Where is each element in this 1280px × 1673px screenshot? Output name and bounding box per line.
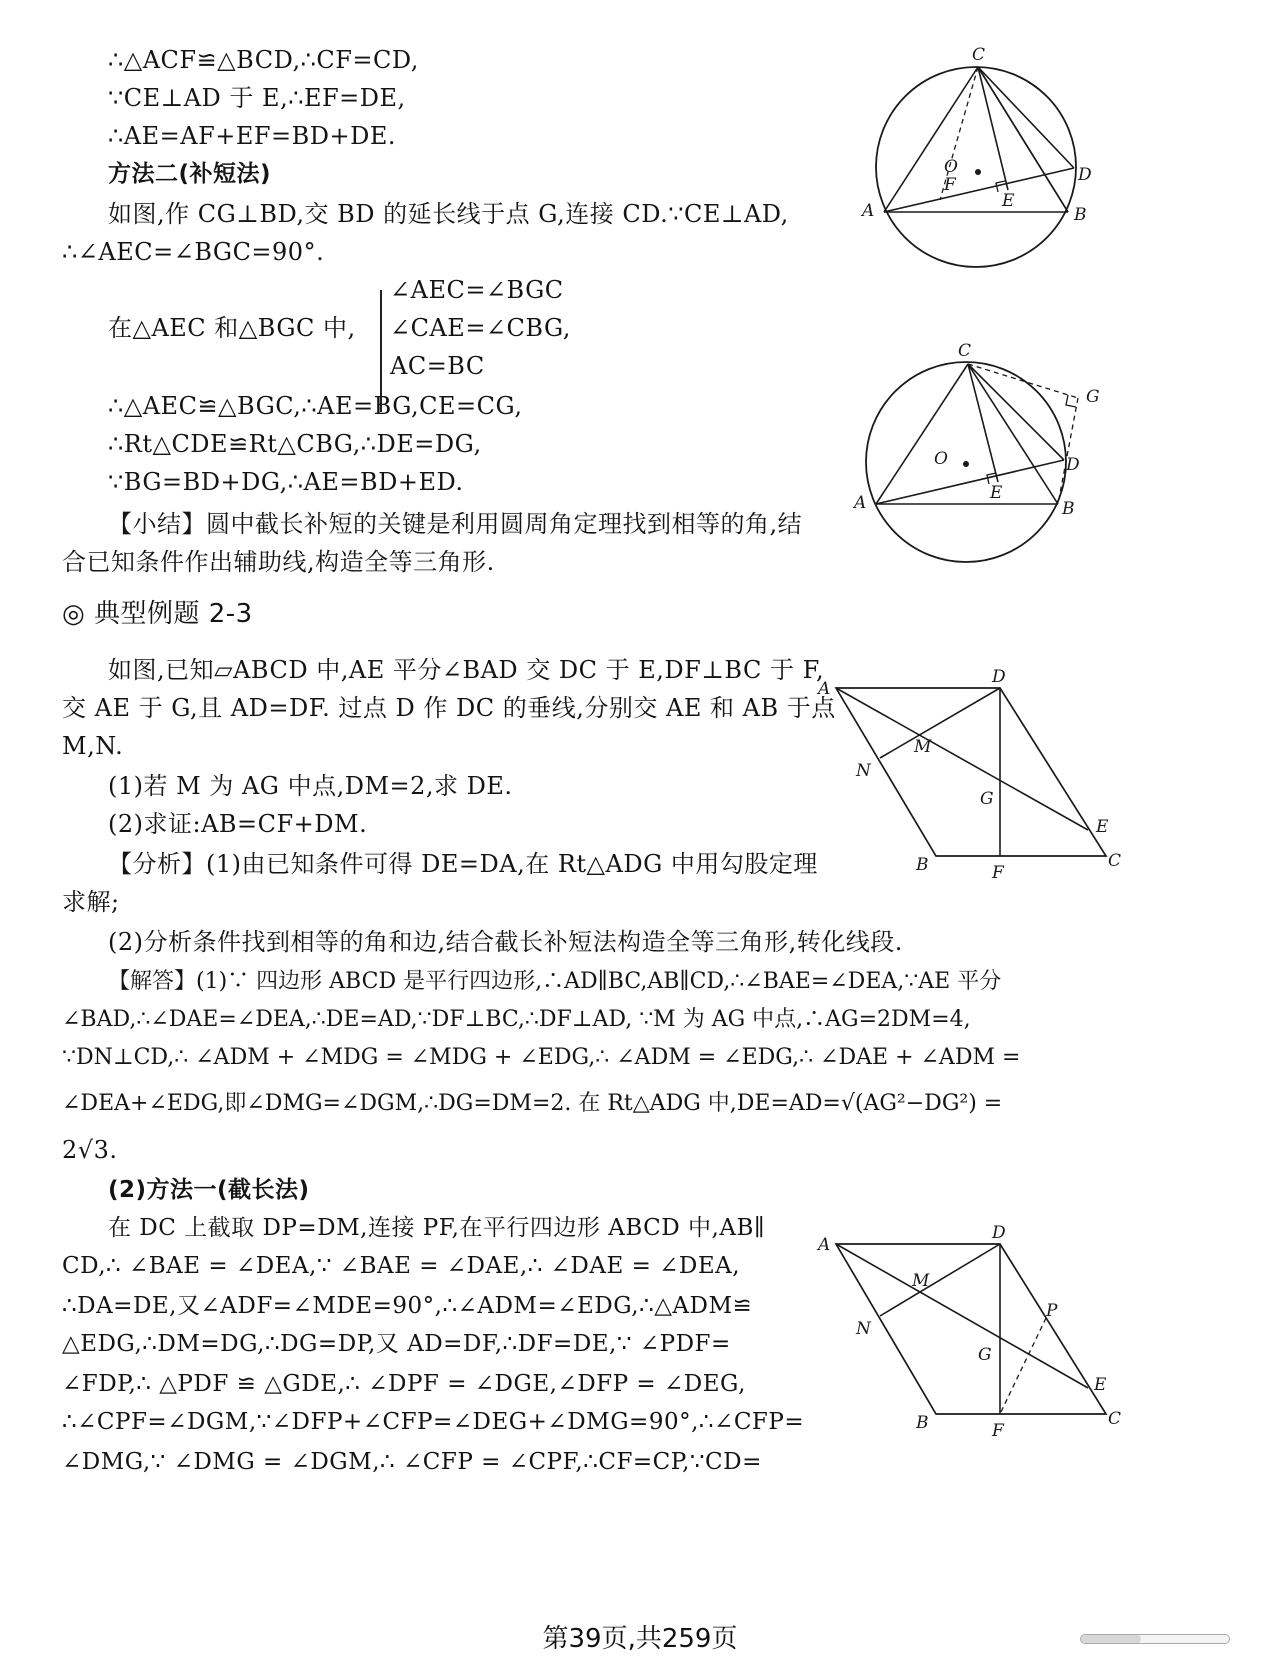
text-line: 在△AEC 和△BGC 中, (108, 314, 356, 342)
fig3-label-B: B (916, 855, 929, 875)
text-line: ∴Rt△CDE≌Rt△CBG,∴DE=DG, (108, 430, 482, 458)
fig3-label-C: C (1108, 851, 1122, 871)
fig2-label-A: A (854, 493, 867, 513)
fig3-label-M: M (914, 737, 932, 757)
method-one-heading: (2)方法一(截长法) (108, 1177, 310, 1203)
scrollbar-thumb[interactable] (1081, 1635, 1141, 1643)
case-line: AC=BC (390, 352, 485, 380)
text-line: ∴△AEC≌△BGC,∴AE=BG,CE=CG, (108, 392, 523, 420)
case-line: ∠AEC=∠BGC (390, 276, 564, 304)
text-line: 如图,作 CG⊥BD,交 BD 的延长线于点 G,连接 CD.∵CE⊥AD, (108, 200, 789, 228)
text-line: ∴AE=AF+EF=BD+DE. (108, 122, 396, 150)
proof-line: ∴∠CPF=∠DGM,∵∠DFP+∠CFP=∠DEG+∠DMG=90°,∴∠CFP= (62, 1409, 805, 1435)
figure-circle-2 (848, 332, 1118, 576)
fig1-label-D: D (1078, 165, 1092, 185)
fig2-label-C: C (958, 341, 972, 361)
fig1-label-E: E (1002, 191, 1015, 211)
fig4-label-D: D (992, 1223, 1006, 1243)
fig3-label-N: N (856, 761, 871, 781)
figure-parallelogram-2 (810, 1218, 1130, 1452)
proof-line: ∠FDP,∴ △PDF ≌ △GDE,∴ ∠DPF = ∠DGE,∠DFP = ∠DEG, (62, 1371, 746, 1397)
solution-line: 2√3. (62, 1136, 118, 1164)
fig3-label-D: D (992, 667, 1006, 687)
fig2-label-G: G (1086, 387, 1100, 407)
text-line: ∴△ACF≌△BCD,∴CF=CD, (108, 46, 419, 74)
analysis-line: 【分析】(1)由已知条件可得 DE=DA,在 Rt△ADG 中用勾股定理 (108, 850, 818, 878)
fig2-label-B: B (1062, 499, 1075, 519)
text-line: ∵CE⊥AD 于 E,∴EF=DE, (108, 84, 406, 112)
analysis-line: (2)分析条件找到相等的角和边,结合截长补短法构造全等三角形,转化线段. (108, 928, 903, 956)
fig4-label-E: E (1094, 1375, 1107, 1395)
solution-line: 【解答】(1)∵ 四边形 ABCD 是平行四边形,∴AD∥BC,AB∥CD,∴∠BAE=∠DEA,∵AE 平分 (108, 969, 1002, 994)
question-line: (1)若 M 为 AG 中点,DM=2,求 DE. (108, 772, 513, 800)
case-line: ∠CAE=∠CBG, (390, 314, 571, 342)
figure-circle-1 (848, 40, 1118, 284)
fig1-label-O: O (944, 157, 958, 177)
solution-line: ∵DN⊥CD,∴ ∠ADM + ∠MDG = ∠MDG + ∠EDG,∴ ∠ADM = ∠EDG,∴ ∠DAE + ∠ADM = (62, 1045, 1021, 1070)
text-line: ∴∠AEC=∠BGC=90°. (62, 238, 325, 266)
summary-line: 【小结】圆中截长补短的关键是利用圆周角定理找到相等的角,结 (108, 510, 803, 538)
fig1-label-A: A (862, 201, 875, 221)
summary-line: 合已知条件作出辅助线,构造全等三角形. (62, 548, 495, 576)
proof-line: ∴DA=DE,又∠ADF=∠MDE=90°,∴∠ADM=∠EDG,∴△ADM≌ (62, 1293, 753, 1319)
page-number-footer: 第39页,共259页 (542, 1624, 738, 1654)
text-line: ∵BG=BD+DG,∴AE=BD+ED. (108, 468, 464, 496)
horizontal-scrollbar[interactable] (1080, 1634, 1230, 1644)
fig1-label-B: B (1074, 205, 1087, 225)
proof-line: CD,∴ ∠BAE = ∠DEA,∵ ∠BAE = ∠DAE,∴ ∠DAE = ∠DEA, (62, 1253, 741, 1279)
figure-parallelogram-1 (810, 660, 1130, 894)
fig1-label-F: F (944, 175, 956, 195)
fig2-label-E: E (990, 483, 1003, 503)
fig3-label-G: G (980, 789, 994, 809)
section-title: ◎ 典型例题 2-3 (62, 599, 253, 629)
proof-line: △EDG,∴DM=DG,∴DG=DP,又 AD=DF,∴DF=DE,∵ ∠PDF= (62, 1331, 731, 1357)
fig4-label-N: N (856, 1319, 871, 1339)
analysis-line: 求解; (62, 888, 120, 916)
fig4-label-P: P (1046, 1301, 1058, 1321)
fig4-label-M: M (912, 1271, 930, 1291)
fig4-label-G: G (978, 1345, 992, 1365)
question-line: (2)求证:AB=CF+DM. (108, 810, 368, 838)
fig4-label-B: B (916, 1413, 929, 1433)
solution-line: ∠DEA+∠EDG,即∠DMG=∠DGM,∴DG=DM=2. 在 Rt△ADG 中,DE=AD=√(AG²−DG²) = (62, 1091, 1003, 1116)
proof-line: ∠DMG,∵ ∠DMG = ∠DGM,∴ ∠CFP = ∠CPF,∴CF=CP,∵CD= (62, 1449, 762, 1475)
fig3-label-A: A (818, 679, 831, 699)
problem-line: 如图,已知▱ABCD 中,AE 平分∠BAD 交 DC 于 E,DF⊥BC 于 F, (108, 656, 825, 684)
fig2-label-D: D (1066, 455, 1080, 475)
problem-line: 交 AE 于 G,且 AD=DF. 过点 D 作 DC 的垂线,分别交 AE 和 AB 于点 (62, 694, 836, 722)
problem-line: M,N. (62, 732, 124, 760)
fig3-label-F: F (992, 863, 1004, 883)
fig3-label-E: E (1096, 817, 1109, 837)
fig2-label-O: O (934, 449, 948, 469)
solution-line: ∠BAD,∴∠DAE=∠DEA,∴DE=AD,∵DF⊥BC,∴DF⊥AD, ∵M 为 AG 中点,∴AG=2DM=4, (62, 1007, 971, 1032)
fig1-label-C: C (972, 45, 986, 65)
fig4-label-C: C (1108, 1409, 1122, 1429)
fig4-label-F: F (992, 1421, 1004, 1441)
method-two-heading: 方法二(补短法) (108, 161, 272, 187)
proof-line: 在 DC 上截取 DP=DM,连接 PF,在平行四边形 ABCD 中,AB∥ (108, 1215, 765, 1241)
fig4-label-A: A (818, 1235, 831, 1255)
